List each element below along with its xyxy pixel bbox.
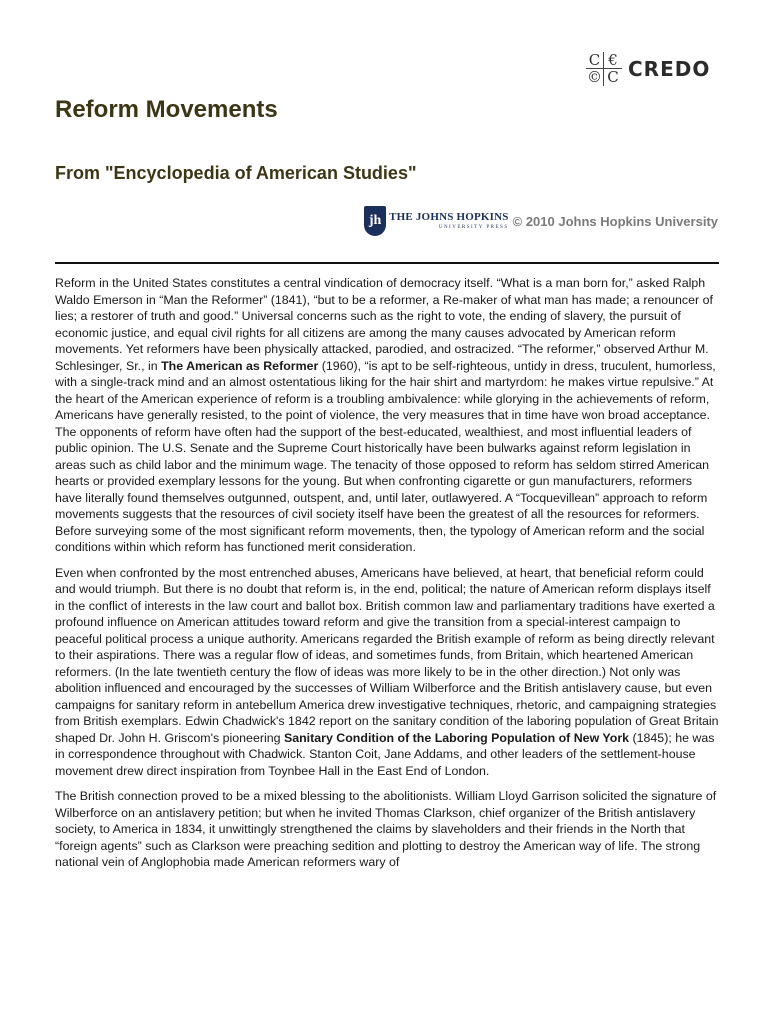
credo-glyph: € [604,52,622,69]
header-divider [55,262,719,264]
paragraph [55,275,719,556]
credo-glyph: C [586,52,604,69]
page-subtitle: From "Encyclopedia of American Studies" [55,163,417,183]
credo-emblem-icon [586,52,622,86]
paragraph: The British connection proved to be a mixed blessing to the abolitionists. William Lloyd Garrison solicited the signature of Wilberforce on an antislavery petition; but when he invited Thomas Clarkson, chief organizer of the British antislavery society, to America in 1834, it unwittingly strengthened the claims by slaveholders and their friends in the North that “foreign agents” such as Clarkson were preaching sedition and plotting to destroy the American way of life. The strong national vein of Anglophobia made American reformers wary of [55,789,717,869]
credo-glyph: © [587,68,602,86]
publisher-credit [364,206,718,236]
paragraph [55,565,719,780]
paragraph-text: (1960), “is apt to be self-righteous, untidy in dress, truculent, humorless, with a single-track mind and an almost ostentatious liking for the hair shirt and martyrdom: he makes virtue repulsive.” At the heart of the American experience of reform is a troubling ambivalence: while glorying in the achievements of reform, Americans have generally resisted, to the point of violence, the very measures that in time have won broad acceptance. The opponents of reform have often had the support of the best-educated, wealthiest, and most influential leaders of public opinion. The U.S. Senate and the Supreme Court historically have been bulwarks against reform legislation in areas such as child labor and the minimum wage. The tenacity of those opposed to reform has seldom stirred American hearts or provided exemplary lessons for the young. But when confronting cigarette or gun manufacturers, reformers have literally found themselves outgunned, outspent, and, until later, outlawyered. A “Tocquevillean” approach to reform movements suggests that the resources of civil society itself have been the greatest of all the resources for reformers. Before surveying some of the most significant reform movements, then, the typology of American reform and the social conditions within which reform has functioned merit consideration. [55,358,716,554]
book-title: The American as Reformer [161,358,319,373]
copyright-notice: © 2010 Johns Hopkins University [512,213,718,229]
paragraph-text: Reform in the United States constitutes a central vindication of democracy itself. “What is a man born for,” asked Ralph Waldo Emerson in “Man the Reformer” (1841), “but to be a reformer, a Re-maker of what man has made; a renouncer of lies; a restorer of truth and good.” Universal concerns such as the right to vote, the ending of slavery, the pursuit of economic justice, and equal civil rights for all citizens are among the many causes advocated by American reform movements. Yet reformers have been physically attacked, parodied, and ostracized. “The reformer,” observed Arthur M. Schlesinger, Sr., in [55,276,713,373]
paragraph-text: (1845); he was in correspondence throughout with Chadwick. Stanton Coit, Jane Addams, and other leaders of the settlement-house movement drew direct inspiration from Toynbee Hall in the East End of London. [55,730,715,778]
page-title: Reform Movements [55,96,278,123]
jhu-name: THE JOHNS HOPKINS [389,211,509,223]
jhu-shield-icon: jh [364,206,386,236]
credo-wordmark: CREDO [628,57,711,81]
credo-glyph: C [607,68,619,86]
credo-logo [586,52,710,86]
jhu-press: UNIVERSITY PRESS [438,225,509,230]
paragraph-text: Even when confronted by the most entrenched abuses, Americans have believed, at heart, that beneficial reform could and would triumph. But there is no doubt that reform is, in the end, political; the nature of American reform displays itself in the conflict of interests in the law court and ballot box. British common law and parliamentary traditions have exerted a profound influence on American attitudes toward reform and give the transition from a special-interest campaign to peaceful political process a unique authority. Americans regarded the British example of reform as being directly relevant to their aspirations. There was a regular flow of ideas, and sometimes funds, from Britain, which heartened American reformers. (In the late twentieth century the flow of ideas was more likely to be in the other direction.) Not only was abolition influenced and encouraged by the successes of William Wilberforce and the British antislavery cause, but even campaigns for sanitary reform in antebellum America drew investigative techniques, rhetoric, and campaigning strategies from British exemplars. Edwin Chadwick's 1842 report on the sanitary condition of the laboring population of Great Britain shaped Dr. John H. Griscom's pioneering [55,565,719,745]
article-body [55,275,719,880]
jhu-wordmark [389,212,509,230]
book-title: Sanitary Condition of the Laboring Population of New York [283,730,630,745]
